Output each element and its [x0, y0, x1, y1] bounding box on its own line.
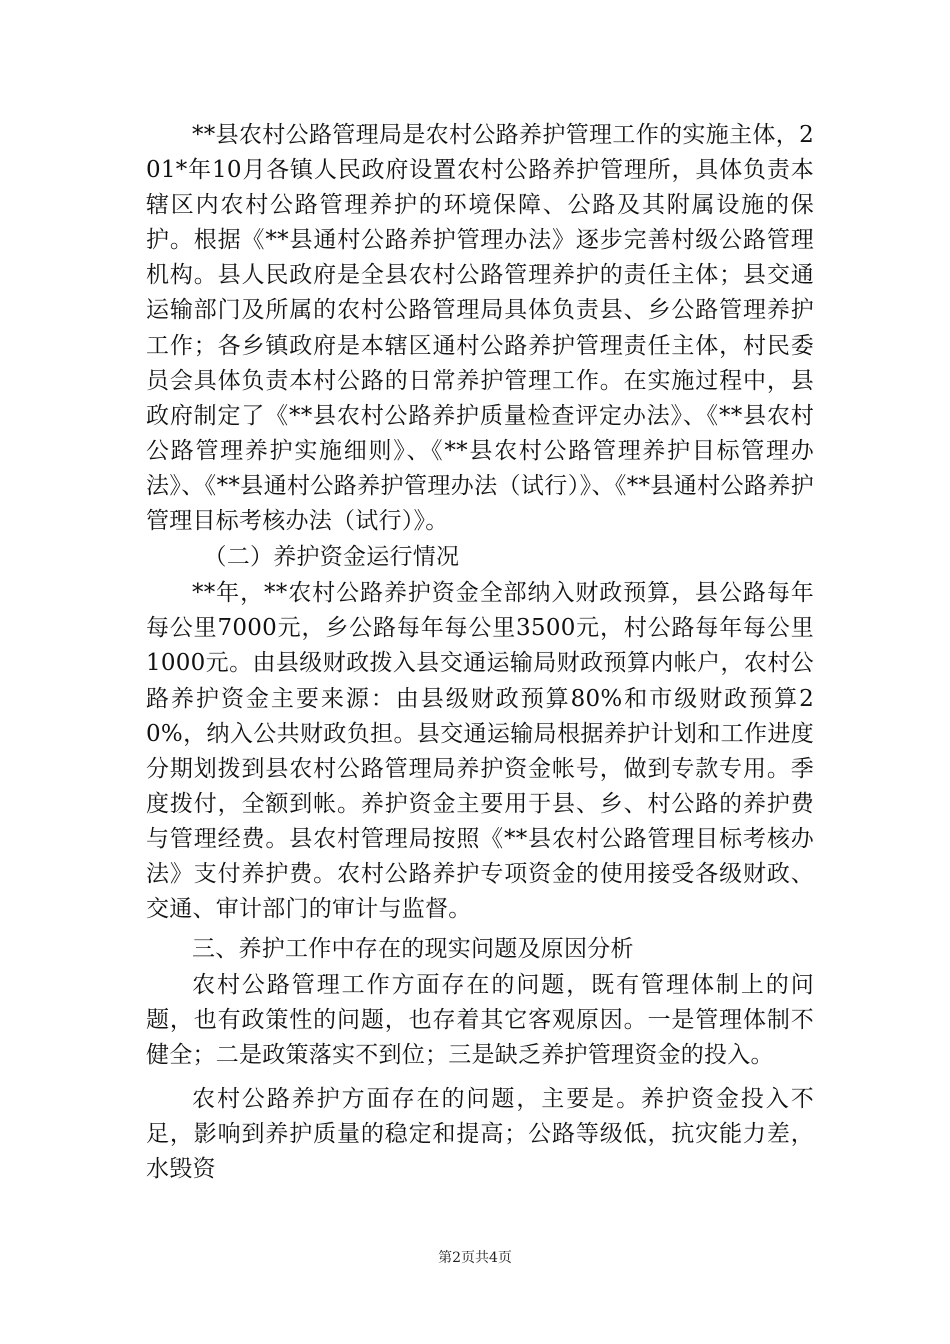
paragraph-management-problems: 农村公路管理工作方面存在的问题，既有管理体制上的问题，也有政策性的问题，也存着其它客观原因。一是管理体制不健全；二是政策落实不到位；三是缺乏养护管理资金的投入。 — [146, 972, 814, 1069]
section-heading-funding: （二）养护资金运行情况 — [203, 544, 460, 571]
section-heading-problems: 三、养护工作中存在的现实问题及原因分析 — [192, 936, 634, 963]
paragraph-management-body: **县农村公路管理局是农村公路养护管理工作的实施主体，201*年10月各镇人民政府设置农村公路养护管理所，具体负责本辖区内农村公路管理养护的环境保障、公路及其附属设施的保护。根据《**县通村公路养护管理办法》逐步完善村级公路管理机构。县人民政府是全县农村公路管理养护的责任主体；县交通运输部门及所属的农村公路管理局具体负责县、乡公路管理养护工作；各乡镇政府是本辖区通村公路养护管理责任主体，村民委员会具体负责本村公路的日常养护管理工作。在实施过程中，县政府制定了《**县农村公路养护质量检查评定办法》、《**县农村公路管理养护实施细则》、《**县农村公路管理养护目标管理办法》、《**县通村公路养护管理办法（试行）》、《**县通村公路养护管理目标考核办法（试行）》。 — [146, 122, 814, 535]
page-number: 第2页共4页 — [438, 1250, 512, 1266]
paragraph-funding: **年，**农村公路养护资金全部纳入财政预算，县公路每年每公里7000元，乡公路每年每公里3500元，村公路每年每公里1000元。由县级财政拨入县交通运输局财政预算内帐户，农村公路养护资金主要来源：由县级财政预算80%和市级财政预算20%，纳入公共财政负担。县交通运输局根据养护计划和工作进度分期划拨到县农村公路管理局养护资金帐号，做到专款专用。季度拨付，全额到帐。养护资金主要用于县、乡、村公路的养护费与管理经费。县农村管理局按照《**县农村公路管理目标考核办法》支付养护费。农村公路养护专项资金的使用接受各级财政、交通、审计部门的审计与监督。 — [146, 580, 814, 923]
paragraph-maintenance-problems: 农村公路养护方面存在的问题，主要是。养护资金投入不足，影响到养护质量的稳定和提高；公路等级低，抗灾能力差，水毁资 — [146, 1085, 814, 1182]
document-body — [146, 118, 814, 1187]
